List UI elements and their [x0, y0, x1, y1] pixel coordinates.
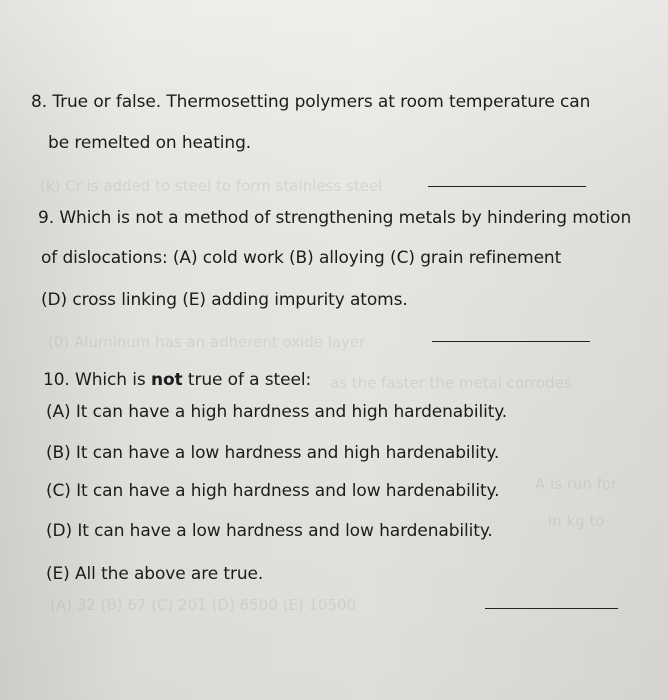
bleed-through-text: (0) Aluminum has an adherent oxide layer: [48, 333, 366, 351]
bleed-through-text: A is run for: [535, 475, 618, 493]
question-10-option-e: (E) All the above are true.: [46, 564, 264, 584]
question-9-line-2: of dislocations: (A) cold work (B) alloying (C) grain refinement: [41, 248, 562, 268]
question-10-stem: [43, 370, 311, 390]
question-10-stem-prefix: 10. Which is: [43, 370, 151, 390]
bleed-through-text: in kg to: [548, 512, 605, 530]
question-8-answer-blank[interactable]: [428, 186, 586, 187]
question-9-answer-blank[interactable]: [432, 341, 590, 342]
bleed-through-text: (A) 32 (B) 67 (C) 201 (D) 6500 (E) 10500: [50, 596, 357, 614]
question-10-option-a: (A) It can have a high hardness and high hardenability.: [46, 402, 508, 422]
question-9-line-1: 9. Which is not a method of strengthening metals by hindering motion: [38, 208, 632, 228]
question-10-answer-blank[interactable]: [485, 608, 618, 609]
question-10-stem-suffix: true of a steel:: [182, 370, 312, 390]
question-8-line-1: 8. True or false. Thermosetting polymers at room temperature can: [31, 92, 591, 112]
question-10-option-c: (C) It can have a high hardness and low hardenability.: [46, 481, 500, 501]
question-10-stem-emphasis: not: [150, 370, 183, 390]
bleed-through-text: (k) Cr is added to steel to form stainless steel: [40, 177, 383, 195]
question-8-line-2: be remelted on heating.: [48, 133, 252, 153]
question-10-option-d: (D) It can have a low hardness and low hardenability.: [46, 521, 493, 541]
question-10-option-b: (B) It can have a low hardness and high hardenability.: [46, 443, 500, 463]
question-9-line-3: (D) cross linking (E) adding impurity atoms.: [41, 290, 408, 310]
bleed-through-text: as the faster the metal corrodes: [330, 374, 572, 392]
